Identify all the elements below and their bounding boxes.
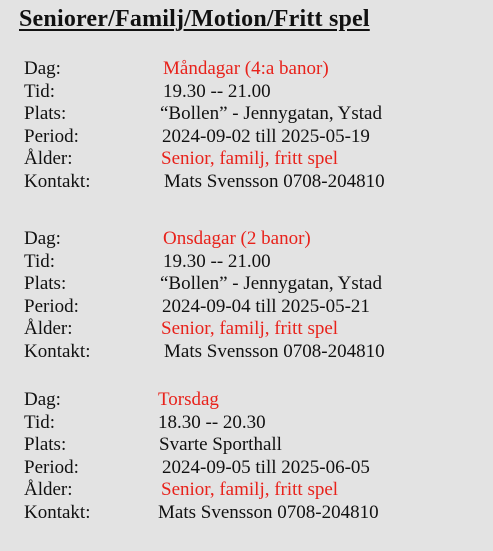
period-value: 2024-09-05 till 2025-06-05 — [162, 456, 370, 478]
session-block-monday — [24, 58, 484, 193]
contact-value: Mats Svensson 0708-204810 — [164, 170, 385, 192]
place-label: Plats: — [24, 434, 67, 455]
contact-value: Mats Svensson 0708-204810 — [164, 340, 385, 362]
place-value: “Bollen” - Jennygatan, Ystad — [160, 103, 382, 124]
session-row-time — [24, 251, 484, 274]
session-row-day — [24, 389, 484, 412]
age-value: Senior, familj, fritt spel — [161, 148, 339, 169]
place-value: “Bollen” - Jennygatan, Ystad — [160, 273, 382, 294]
place-label: Plats: — [24, 273, 67, 294]
session-row-age — [24, 479, 484, 502]
age-label: Ålder: — [24, 479, 73, 500]
place-value: Svarte Sporthall — [159, 434, 282, 455]
time-value: 19.30 -- 21.00 — [163, 80, 271, 102]
session-block-wednesday — [24, 228, 484, 363]
time-value: 19.30 -- 21.00 — [163, 250, 271, 272]
time-label: Tid: — [24, 250, 55, 272]
session-row-place — [24, 273, 484, 296]
session-row-place — [24, 103, 484, 126]
session-row-period — [24, 457, 484, 480]
session-row-period — [24, 126, 484, 149]
day-value: Torsdag — [158, 389, 219, 410]
age-label: Ålder: — [24, 148, 73, 169]
session-row-day — [24, 228, 484, 251]
time-label: Tid: — [24, 80, 55, 102]
session-row-time — [24, 81, 484, 104]
contact-label: Kontakt: — [24, 501, 91, 523]
session-row-contact — [24, 171, 484, 194]
period-label: Period: — [24, 125, 79, 147]
contact-value: Mats Svensson 0708-204810 — [158, 501, 379, 523]
period-label: Period: — [24, 456, 79, 478]
time-label: Tid: — [24, 411, 55, 433]
day-value: Onsdagar (2 banor) — [163, 228, 311, 249]
day-label: Dag: — [24, 228, 61, 249]
session-row-time — [24, 412, 484, 435]
session-row-period — [24, 296, 484, 319]
day-value: Måndagar (4:a banor) — [163, 58, 329, 79]
page-title: Seniorer/Familj/Motion/Fritt spel — [19, 6, 370, 32]
day-label: Dag: — [24, 389, 61, 410]
time-value: 18.30 -- 20.30 — [158, 411, 266, 433]
place-label: Plats: — [24, 103, 67, 124]
age-label: Ålder: — [24, 318, 73, 339]
session-row-place — [24, 434, 484, 457]
session-row-age — [24, 148, 484, 171]
session-row-age — [24, 318, 484, 341]
session-row-day — [24, 58, 484, 81]
age-value: Senior, familj, fritt spel — [161, 318, 339, 339]
age-value: Senior, familj, fritt spel — [161, 479, 339, 500]
period-value: 2024-09-04 till 2025-05-21 — [162, 295, 370, 317]
session-row-contact — [24, 341, 484, 364]
period-value: 2024-09-02 till 2025-05-19 — [162, 125, 370, 147]
contact-label: Kontakt: — [24, 170, 91, 192]
session-block-thursday — [24, 389, 484, 524]
period-label: Period: — [24, 295, 79, 317]
day-label: Dag: — [24, 58, 61, 79]
session-row-contact — [24, 502, 484, 525]
contact-label: Kontakt: — [24, 340, 91, 362]
